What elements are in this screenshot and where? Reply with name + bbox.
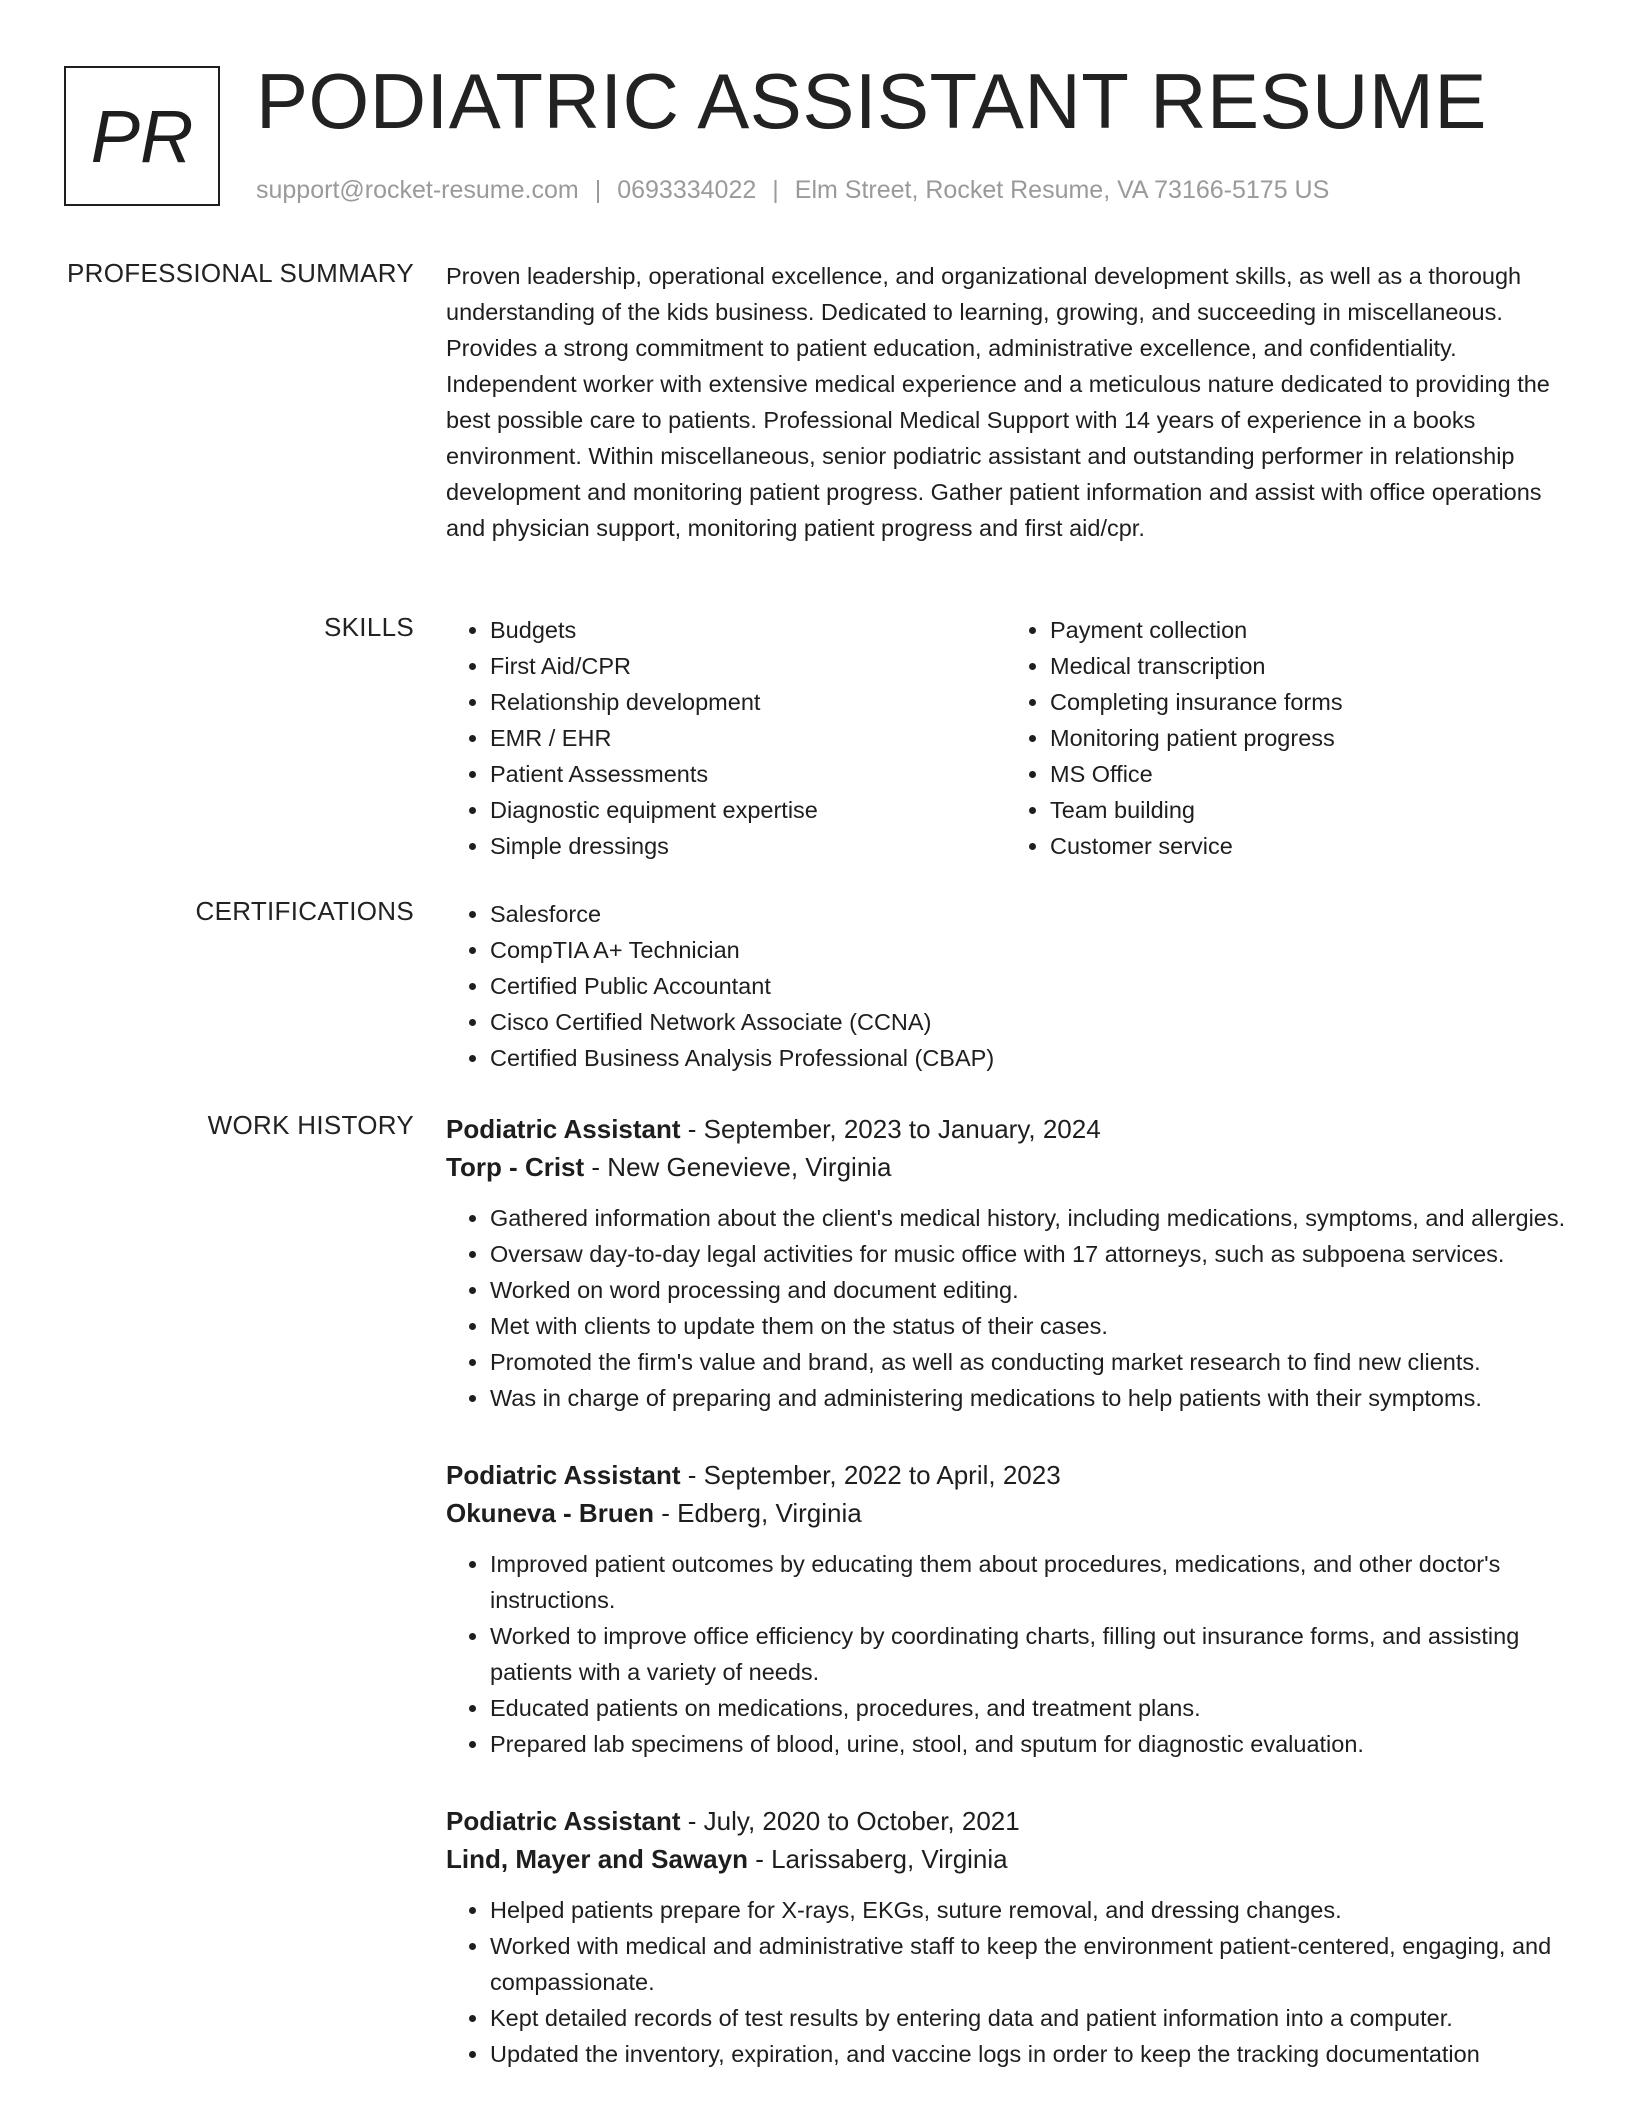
- job-bullet: • Prepared lab specimens of blood, urine, stool, and sputum for diagnostic evaluation.: [490, 1726, 1566, 1762]
- skills-label: SKILLS: [324, 612, 414, 642]
- certifications-content: [446, 896, 1566, 1076]
- job-entry: [446, 1456, 1566, 1762]
- contact-separator: |: [772, 176, 779, 204]
- job-title-line: [446, 1802, 1566, 1840]
- skills-list-right: [1006, 612, 1566, 864]
- resume-title: PODIATRIC ASSISTANT RESUME: [256, 57, 1487, 145]
- job-bullets: [446, 1200, 1566, 1416]
- skills-list-left: [446, 612, 1006, 864]
- contact-phone[interactable]: 0693334022: [617, 176, 757, 204]
- certification-item: • CompTIA A+ Technician: [490, 932, 1566, 968]
- certification-item: • Certified Business Analysis Professional (CBAP): [490, 1040, 1566, 1076]
- job-company-line: [446, 1494, 1566, 1532]
- skill-item: • MS Office: [1050, 756, 1566, 792]
- skill-item: • EMR / EHR: [490, 720, 1006, 756]
- job-bullet: • Worked with medical and administrative staff to keep the environment patient-centered, engaging, and compassionate.: [490, 1928, 1566, 2000]
- skill-item: • First Aid/CPR: [490, 648, 1006, 684]
- job-title-line: [446, 1110, 1566, 1148]
- job-bullets: [446, 1892, 1566, 2072]
- job-dates: - September, 2023 to January, 2024: [680, 1114, 1101, 1144]
- skills-columns: [446, 612, 1566, 864]
- skill-item: • Diagnostic equipment expertise: [490, 792, 1006, 828]
- job-entry: [446, 1802, 1566, 2072]
- skill-item: • Simple dressings: [490, 828, 1006, 864]
- job-title: Podiatric Assistant: [446, 1460, 681, 1490]
- job-bullets: [446, 1546, 1566, 1762]
- job-title: Podiatric Assistant: [446, 1806, 681, 1836]
- job-bullet: • Helped patients prepare for X-rays, EKGs, suture removal, and dressing changes.: [490, 1892, 1566, 1928]
- job-bullet: • Promoted the firm's value and brand, as well as conducting market research to find new clients.: [490, 1344, 1566, 1380]
- certification-item: • Salesforce: [490, 896, 1566, 932]
- skill-item: • Completing insurance forms: [1050, 684, 1566, 720]
- job-bullet: • Gathered information about the client's medical history, including medications, symptoms, and allergies.: [490, 1200, 1566, 1236]
- job-title: Podiatric Assistant: [446, 1114, 681, 1144]
- job-location: - Larissaberg, Virginia: [747, 1844, 1008, 1874]
- certification-item: • Certified Public Accountant: [490, 968, 1566, 1004]
- work-label: WORK HISTORY: [207, 1110, 414, 1140]
- contact-address: Elm Street, Rocket Resume, VA 73166-5175 US: [794, 176, 1330, 204]
- monogram-box: [64, 66, 220, 206]
- job-entry: [446, 1110, 1566, 1416]
- skill-item: • Payment collection: [1050, 612, 1566, 648]
- certification-item: • Cisco Certified Network Associate (CCNA): [490, 1004, 1566, 1040]
- job-company-line: [446, 1840, 1566, 1878]
- job-location: - Edberg, Virginia: [654, 1498, 862, 1528]
- job-bullet: • Oversaw day-to-day legal activities for music office with 17 attorneys, such as subpoena services.: [490, 1236, 1566, 1272]
- skill-item: • Patient Assessments: [490, 756, 1006, 792]
- skill-item: • Relationship development: [490, 684, 1006, 720]
- job-company: Okuneva - Bruen: [446, 1498, 655, 1528]
- contact-separator: |: [594, 176, 602, 204]
- job-location: - New Genevieve, Virginia: [584, 1152, 892, 1182]
- monogram-text: PR: [90, 94, 194, 178]
- skill-item: • Monitoring patient progress: [1050, 720, 1566, 756]
- job-title-line: [446, 1456, 1566, 1494]
- work-content: [446, 1110, 1566, 2112]
- job-dates: - July, 2020 to October, 2021: [680, 1806, 1020, 1836]
- job-bullet: • Educated patients on medications, procedures, and treatment plans.: [490, 1690, 1566, 1726]
- certifications-label: CERTIFICATIONS: [195, 896, 414, 926]
- job-company-line: [446, 1148, 1566, 1186]
- certifications-list: [446, 896, 1566, 1076]
- job-bullet: • Updated the inventory, expiration, and vaccine logs in order to keep the tracking documentation: [490, 2036, 1566, 2072]
- skill-item: • Medical transcription: [1050, 648, 1566, 684]
- job-bullet: • Was in charge of preparing and administering medications to help patients with their symptoms.: [490, 1380, 1566, 1416]
- job-company: Torp - Crist: [446, 1152, 585, 1182]
- skill-item: • Customer service: [1050, 828, 1566, 864]
- contact-email[interactable]: support@rocket-resume.com: [256, 176, 579, 204]
- skill-item: • Team building: [1050, 792, 1566, 828]
- job-bullet: • Met with clients to update them on the status of their cases.: [490, 1308, 1566, 1344]
- contact-line: [256, 176, 1329, 205]
- summary-text: Proven leadership, operational excellence, and organizational development skills, as well as a thorough understanding of the kids business. Dedicated to learning, growing, and succeeding in miscellaneous. Provides a strong commitment to patient education, administrative excellence, and confidentiality. Independent worker with extensive medical experience and a meticulous nature dedicated to providing the best possible care to patients. Professional Medical Support with 14 years of experience in a books environment. Within miscellaneous, senior podiatric assistant and outstanding performer in relationship development and monitoring patient progress. Gather patient information and assist with office operations and physician support, monitoring patient progress and first aid/cpr.: [446, 263, 1550, 541]
- job-bullet: • Improved patient outcomes by educating them about procedures, medications, and other doctor's instructions.: [490, 1546, 1566, 1618]
- job-bullet: • Worked on word processing and document editing.: [490, 1272, 1566, 1308]
- job-bullet: • Kept detailed records of test results by entering data and patient information into a computer.: [490, 2000, 1566, 2036]
- skill-item: • Budgets: [490, 612, 1006, 648]
- summary-label: PROFESSIONAL SUMMARY: [67, 258, 414, 288]
- job-company: Lind, Mayer and Sawayn: [446, 1844, 748, 1874]
- job-bullet: • Worked to improve office efficiency by coordinating charts, filling out insurance forms, and assisting patients with a variety of needs.: [490, 1618, 1566, 1690]
- job-dates: - September, 2022 to April, 2023: [680, 1460, 1061, 1490]
